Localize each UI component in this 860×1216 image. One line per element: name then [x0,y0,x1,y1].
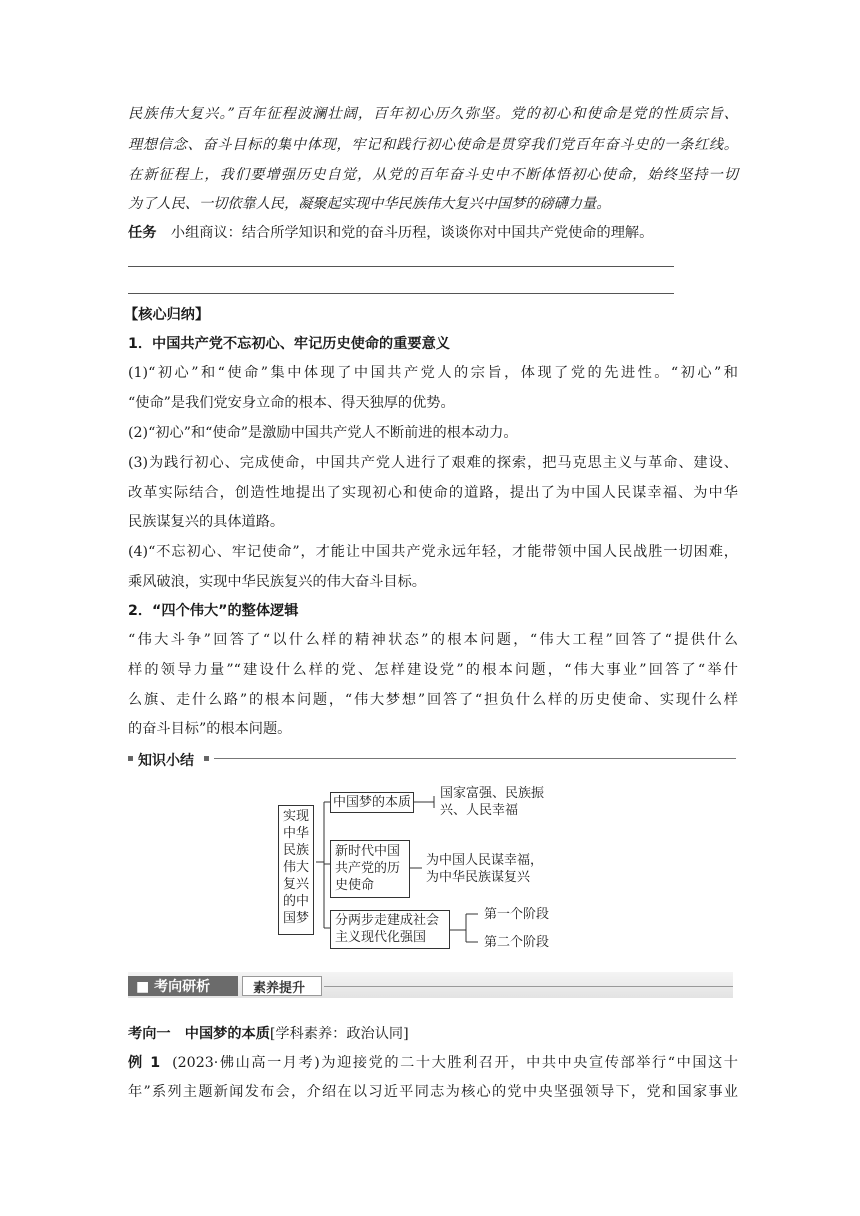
point1-line-6: 民族谋复兴的具体道路。 [128,514,285,530]
branch3-box [330,910,450,949]
square-bullet-icon [128,756,133,761]
answer-line-2[interactable] [128,293,674,294]
branch2-box-line: 史使命 [335,878,375,893]
root-line: 伟大 [282,860,309,875]
knowledge-summary-label: 知识小结 [138,753,194,769]
branch1-leaf-line-1: 国家富强、民族振 [440,786,545,801]
banner-tab-literacy [242,976,322,996]
branch2-box [330,840,410,898]
knowledge-summary-header [128,750,738,768]
point2-line-4: 的奋斗目标”的根本问题。 [128,721,292,737]
example1-text-1: (2023·佛山高一月考)为迎接党的二十大胜利召开，中共中央宣传部举行“中国这十 [172,1055,738,1071]
task-text: 小组商议：结合所学知识和党的奋斗历程，谈谈你对中国共产党使命的理解。 [170,225,654,241]
branch2-box-line: 共产党的历 [335,861,401,876]
intro-line-2: 理想信念、奋斗目标的集中体现，牢记和践行初心使命是贯穿我们党百年奋斗史的一条红线。 [128,137,738,153]
branch2-leaf-line-2: 为中华民族谋复兴 [426,870,531,885]
intro-line-4: 为了人民、一切依靠人民，凝聚起实现中华民族伟大复兴中国梦的磅礴力量。 [128,196,611,212]
divider [214,758,736,759]
banner-dark-label: ■ 考向研析 [136,979,211,995]
point1-line-2: “使命”是我们党安身立命的根本、得天独厚的优势。 [128,395,455,411]
point2-line-3: 么旗、走什么路”的根本问题，“伟大梦想”回答了“担负什么样的历史使命、实现什么样 [128,692,738,708]
square-bullet-icon [204,756,209,761]
branch3-leaf-2: 第二个阶段 [484,935,550,950]
task-label: 任务 [128,225,157,241]
point1-line-3: (2)“初心”和“使命”是激励中国共产党人不断前进的根本动力。 [128,425,518,441]
branch1-leaf-line-2: 兴、人民幸福 [440,803,519,818]
example1-label: 例 1 [128,1055,161,1071]
point2-line-2: 样的领导力量”“建设什么样的党、怎样建设党”的根本问题，“伟大事业”回答了“举什 [128,662,738,678]
root-box [278,805,314,935]
example1-line-2: 年”系列主题新闻发布会，介绍在以习近平同志为核心的党中央坚强领导下，党和国家事业 [128,1084,738,1100]
task-line [128,223,738,243]
root-line: 复兴 [282,877,309,892]
branch3-box-line: 分两步走建成社会 [335,913,440,928]
intro-line-1: 民族伟大复兴。”百年征程波澜壮阔，百年初心历久弥坚。党的初心和使命是党的性质宗旨、 [128,106,738,122]
root-line: 实现 [282,809,309,824]
point1-line-7: (4)“不忘初心、牢记使命”，才能让中国共产党永远年轻，才能带领中国人民战胜一切困难， [128,544,738,560]
point2-line-1: “伟大斗争”回答了“以什么样的精神状态”的根本问题，“伟大工程”回答了“提供什么 [128,632,738,648]
banner-tab-analysis [128,976,238,996]
banner-light-label: 素养提升 [253,981,306,996]
point1-line-8: 乘风破浪，实现中华民族复兴的伟大奋斗目标。 [128,574,426,590]
intro-line-3: 在新征程上，我们要增强历史自觉，从党的百年奋斗史中不断体悟初心使命，始终坚持一切 [128,167,738,183]
point1-title: 1．中国共产党不忘初心、牢记历史使命的重要意义 [128,336,450,352]
branch2-leaf-line-1: 为中国人民谋幸福， [426,853,544,868]
direction1-literacy: [学科素养：政治认同] [269,1026,409,1042]
divider [324,986,733,987]
branch3-leaf-1: 第一个阶段 [484,907,550,922]
point1-line-4: (3)为践行初心、完成使命，中国共产党人进行了艰难的探索，把马克思主义与革命、建设、 [128,455,738,471]
root-line: 中华 [282,826,309,841]
branch1-box: 中国梦的本质 [330,792,414,813]
section-banner [128,972,733,998]
answer-line-1[interactable] [128,266,674,267]
knowledge-map-diagram [276,780,596,960]
example1-line-1 [128,1053,738,1073]
direction1-line [128,1024,738,1044]
direction1-title: 考向一 中国梦的本质 [128,1026,270,1042]
root-line: 民族 [282,843,309,858]
root-line: 国梦 [282,911,309,926]
branch3-box-line: 主义现代化强国 [335,930,427,945]
root-line: 的中 [282,894,309,909]
core-summary-title: 【核心归纳】 [124,307,210,323]
point1-line-5: 改革实际结合，创造性地提出了实现初心和使命的道路，提出了为中国人民谋幸福、为中华 [128,485,738,501]
point1-line-1: (1)“初心”和“使命”集中体现了中国共产党人的宗旨，体现了党的先进性。“初心”和 [128,365,738,381]
point2-title: 2．“四个伟大”的整体逻辑 [128,603,299,619]
branch2-box-line: 新时代中国 [335,844,401,859]
